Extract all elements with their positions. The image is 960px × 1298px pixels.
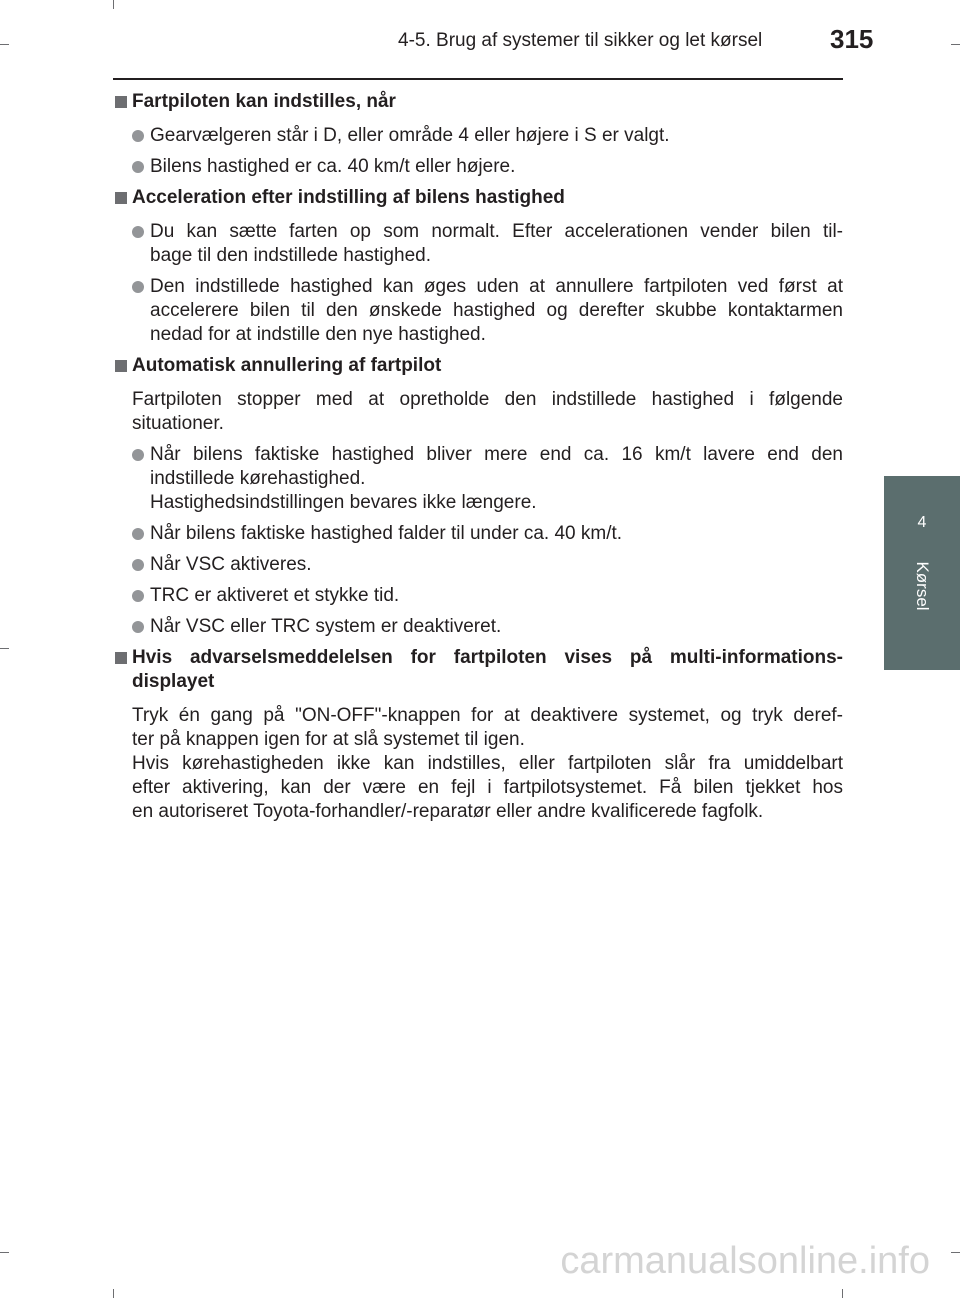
crop-mark (0, 44, 9, 45)
crop-mark (113, 0, 114, 9)
crop-mark (0, 1252, 9, 1253)
paragraph-line: Tryk én gang på "ON-OFF"-knappen for at deaktivere systemet, og tryk deref- (132, 705, 843, 726)
bullet-item (113, 155, 843, 179)
bullet-item (113, 553, 843, 577)
bullet-text-line: Du kan sætte farten op som normalt. Efter accelerationen vender bilen til- (150, 221, 843, 242)
bullet-item (113, 443, 843, 515)
circle-bullet-icon (132, 621, 144, 633)
crop-mark (113, 1289, 114, 1298)
crop-mark (0, 648, 9, 649)
section-heading (113, 90, 843, 114)
square-bullet-icon (115, 360, 127, 372)
heading-text: Automatisk annullering af fartpilot (132, 355, 442, 376)
paragraph-line: Fartpiloten stopper med at opretholde den indstillede hastighed i følgende (132, 389, 843, 410)
bullet-text-line: Når bilens faktiske hastighed bliver mere end ca. 16 km/t lavere end den (150, 444, 843, 465)
paragraph (113, 388, 843, 436)
square-bullet-icon (115, 96, 127, 108)
heading-text-line: displayet (132, 671, 215, 692)
heading-text-line: Hvis advarselsmeddelelsen for fartpiloten vises på multi-informations- (132, 647, 843, 668)
circle-bullet-icon (132, 281, 144, 293)
bullet-text: TRC er aktiveret et stykke tid. (150, 585, 400, 606)
crop-mark (951, 1252, 960, 1253)
bullet-text: Når VSC aktiveres. (150, 554, 312, 575)
paragraph-line: en autoriseret Toyota-forhandler/-reparatør eller andre kvalificerede fagfolk. (132, 801, 764, 822)
crop-mark (951, 44, 960, 45)
circle-bullet-icon (132, 226, 144, 238)
bullet-text-line: nedad for at indstille den nye hastighed. (150, 324, 486, 345)
square-bullet-icon (115, 652, 127, 664)
section-title: 4-5. Brug af systemer til sikker og let kørsel (398, 30, 763, 51)
bullet-text: Bilens hastighed er ca. 40 km/t eller højere. (150, 156, 516, 177)
chapter-number: 4 (917, 514, 927, 531)
bullet-item (113, 584, 843, 608)
section-heading (113, 186, 843, 210)
paragraph-line: efter aktivering, kan der være en fejl i fartpilotsystemet. Få bilen tjekket hos (132, 777, 843, 798)
bullet-item (113, 220, 843, 268)
header-rule (113, 78, 843, 80)
circle-bullet-icon (132, 590, 144, 602)
bullet-text: Når VSC eller TRC system er deaktiveret. (150, 616, 502, 637)
bullet-item (113, 522, 843, 546)
paragraph (113, 704, 843, 824)
bullet-text: Gearvælgeren står i D, eller område 4 eller højere i S er valgt. (150, 125, 670, 146)
bullet-item (113, 615, 843, 639)
section-heading (113, 354, 843, 378)
circle-bullet-icon (132, 130, 144, 142)
bullet-text-line: Hastighedsindstillingen bevares ikke længere. (150, 492, 537, 513)
heading-text: Acceleration efter indstilling af bilens hastighed (132, 187, 565, 208)
section-heading (113, 646, 843, 694)
chapter-label: Kørsel (913, 561, 932, 611)
bullet-text-line: indstillede kørehastighed. (150, 468, 366, 489)
paragraph-line: ter på knappen igen for at slå systemet til igen. (132, 729, 525, 750)
circle-bullet-icon (132, 528, 144, 540)
bullet-item (113, 124, 843, 148)
bullet-text-line: accelerere bilen til den ønskede hastighed og derefter skubbe kontaktarmen (150, 300, 843, 321)
bullet-item (113, 275, 843, 347)
circle-bullet-icon (132, 449, 144, 461)
page-number: 315 (830, 24, 874, 54)
paragraph-line: Hvis kørehastigheden ikke kan indstilles, eller fartpiloten slår fra umiddelbart (132, 753, 843, 774)
crop-mark (842, 1289, 843, 1298)
bullet-text-line: bage til den indstillede hastighed. (150, 245, 431, 266)
square-bullet-icon (115, 192, 127, 204)
chapter-tab (884, 476, 960, 670)
page-content (113, 90, 843, 831)
bullet-text: Når bilens faktiske hastighed falder til under ca. 40 km/t. (150, 523, 623, 544)
watermark: carmanualsonline.info (560, 1240, 930, 1282)
heading-text: Fartpiloten kan indstilles, når (132, 91, 396, 112)
circle-bullet-icon (132, 559, 144, 571)
circle-bullet-icon (132, 161, 144, 173)
bullet-text-line: Den indstillede hastighed kan øges uden at annullere fartpiloten ved først at (150, 276, 843, 297)
paragraph-line: situationer. (132, 413, 224, 434)
